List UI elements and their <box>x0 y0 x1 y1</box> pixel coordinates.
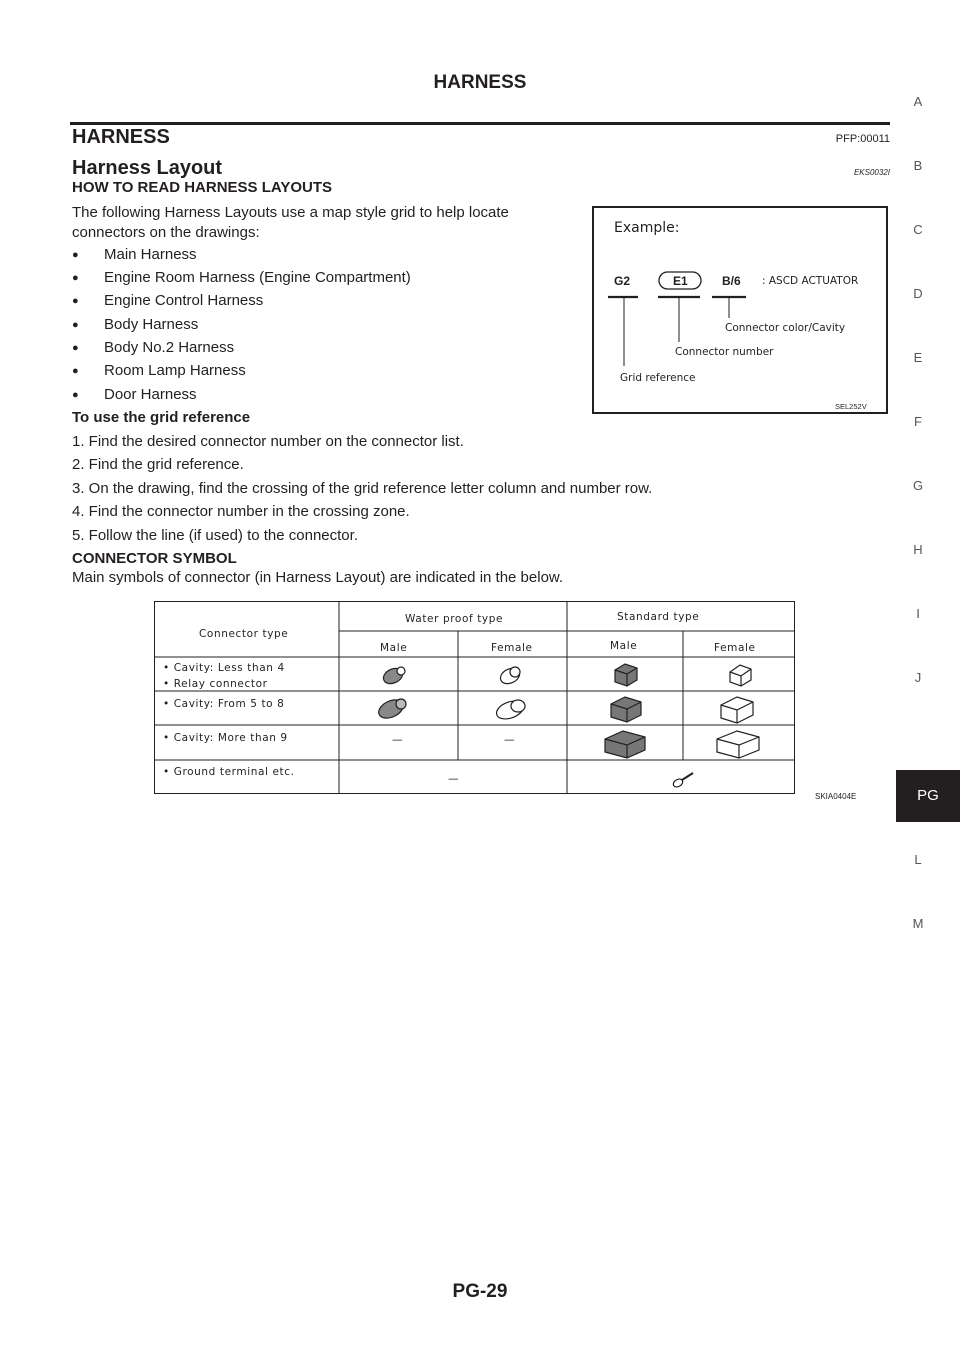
connector-symbol-table <box>154 601 795 794</box>
grid-ref-code: G2 <box>614 274 631 288</box>
step-item: 5. Follow the line (if used) to the connector. <box>72 527 358 544</box>
bullet-icon: ● <box>72 319 79 331</box>
color-cavity-label: Connector color/Cavity <box>725 322 846 334</box>
side-index-l[interactable]: L <box>914 852 922 867</box>
section-code: PFP:00011 <box>835 133 890 145</box>
side-index-e[interactable]: E <box>913 350 923 365</box>
grid-reference-heading: To use the grid reference <box>72 409 251 426</box>
section-title: HARNESS <box>72 126 170 148</box>
std-male-header: Male <box>610 640 638 652</box>
figure-code: SEL252V <box>835 402 867 411</box>
wp-male-small-connector-icon <box>381 665 405 686</box>
example-title: Example: <box>614 220 680 236</box>
wp-male-medium-connector-icon <box>376 696 406 721</box>
side-index-f[interactable]: F <box>914 414 922 429</box>
connector-number-label: Connector number <box>675 346 774 358</box>
side-index-a[interactable]: A <box>913 94 923 109</box>
bullet-text: Body No.2 Harness <box>104 339 235 356</box>
bullet-text: Engine Room Harness (Engine Compartment) <box>104 269 411 286</box>
intro-line-2: connectors on the drawings: <box>72 224 260 241</box>
water-proof-header: Water proof type <box>405 613 504 625</box>
row4-wp-dash: — <box>448 773 460 785</box>
intro-line-1: The following Harness Layouts use a map style grid to help locate <box>72 204 509 221</box>
side-index-d[interactable]: D <box>913 286 923 301</box>
connector-symbol-heading: CONNECTOR SYMBOL <box>72 550 237 567</box>
bullet-icon: ● <box>72 249 79 261</box>
bullet-icon: ● <box>72 272 79 284</box>
side-index-m[interactable]: M <box>912 916 924 931</box>
bullet-text: Main Harness <box>104 246 197 263</box>
row4-label: • Ground terminal etc. <box>163 766 295 778</box>
example-diagram <box>594 208 886 412</box>
bullet-icon: ● <box>72 365 79 377</box>
connector-symbol-intro: Main symbols of connector (in Harness Layout) are indicated in the below. <box>72 569 564 586</box>
page-number: PG-29 <box>452 1281 508 1302</box>
grid-reference-label: Grid reference <box>620 372 696 384</box>
std-female-header: Female <box>714 642 756 654</box>
std-female-large-connector-icon <box>717 731 759 758</box>
row1-label-b: • Relay connector <box>163 678 268 690</box>
row3-wp-female-dash: — <box>504 734 516 746</box>
subsection-title: Harness Layout <box>72 157 223 179</box>
side-index-c[interactable]: C <box>913 222 923 237</box>
wp-female-medium-connector-icon <box>494 698 526 723</box>
list-item <box>72 316 198 333</box>
bullet-text: Engine Control Harness <box>104 292 264 309</box>
standard-header: Standard type <box>617 611 700 623</box>
list-item <box>72 292 263 309</box>
list-item <box>72 362 246 379</box>
wp-male-header: Male <box>380 642 408 654</box>
side-index-g[interactable]: G <box>912 478 924 493</box>
std-female-medium-connector-icon <box>721 697 753 723</box>
bullet-icon: ● <box>72 389 79 401</box>
bullet-icon: ● <box>72 342 79 354</box>
std-male-medium-connector-icon <box>611 697 641 722</box>
row1-label-a: • Cavity: Less than 4 <box>163 662 285 674</box>
bullet-text: Room Lamp Harness <box>104 362 246 379</box>
side-index-i[interactable]: I <box>916 606 920 621</box>
side-index-j[interactable]: J <box>914 670 922 685</box>
std-male-small-connector-icon <box>615 664 637 686</box>
row3-wp-male-dash: — <box>392 734 404 746</box>
side-index-b[interactable]: B <box>913 158 923 173</box>
example-figure <box>592 206 888 414</box>
list-item <box>72 269 411 286</box>
std-male-large-connector-icon <box>605 731 645 758</box>
list-item <box>72 246 197 263</box>
wp-female-small-connector-icon <box>498 665 522 686</box>
connector-no-code: E1 <box>673 274 688 288</box>
example-description: : ASCD ACTUATOR <box>762 275 859 287</box>
step-item: 1. Find the desired connector number on the connector list. <box>72 433 464 450</box>
bullet-text: Body Harness <box>104 316 199 333</box>
bullet-icon: ● <box>72 295 79 307</box>
row3-label: • Cavity: More than 9 <box>163 732 288 744</box>
step-item: 4. Find the connector number in the crossing zone. <box>72 503 410 520</box>
side-index-active-tab[interactable]: PG <box>896 770 960 822</box>
connector-table-graphic <box>155 602 794 793</box>
list-item <box>72 386 197 403</box>
row2-label: • Cavity: From 5 to 8 <box>163 698 285 710</box>
table-figure-code: SKIA0404E <box>815 792 857 801</box>
wp-female-header: Female <box>491 642 533 654</box>
ground-terminal-icon <box>672 773 693 789</box>
side-index-h[interactable]: H <box>913 542 923 557</box>
how-to-heading: HOW TO READ HARNESS LAYOUTS <box>72 179 333 196</box>
std-female-small-connector-icon <box>730 665 751 686</box>
header-rule <box>70 122 890 125</box>
step-item: 3. On the drawing, find the crossing of the grid reference letter column and number row. <box>72 480 653 497</box>
list-item <box>72 339 234 356</box>
bullet-text: Door Harness <box>104 386 197 403</box>
connector-type-header: Connector type <box>199 628 289 640</box>
step-item: 2. Find the grid reference. <box>72 456 244 473</box>
color-cavity-code: B/6 <box>722 274 741 288</box>
page-header: HARNESS <box>433 72 527 93</box>
subsection-code: EKS0032I <box>853 168 890 177</box>
